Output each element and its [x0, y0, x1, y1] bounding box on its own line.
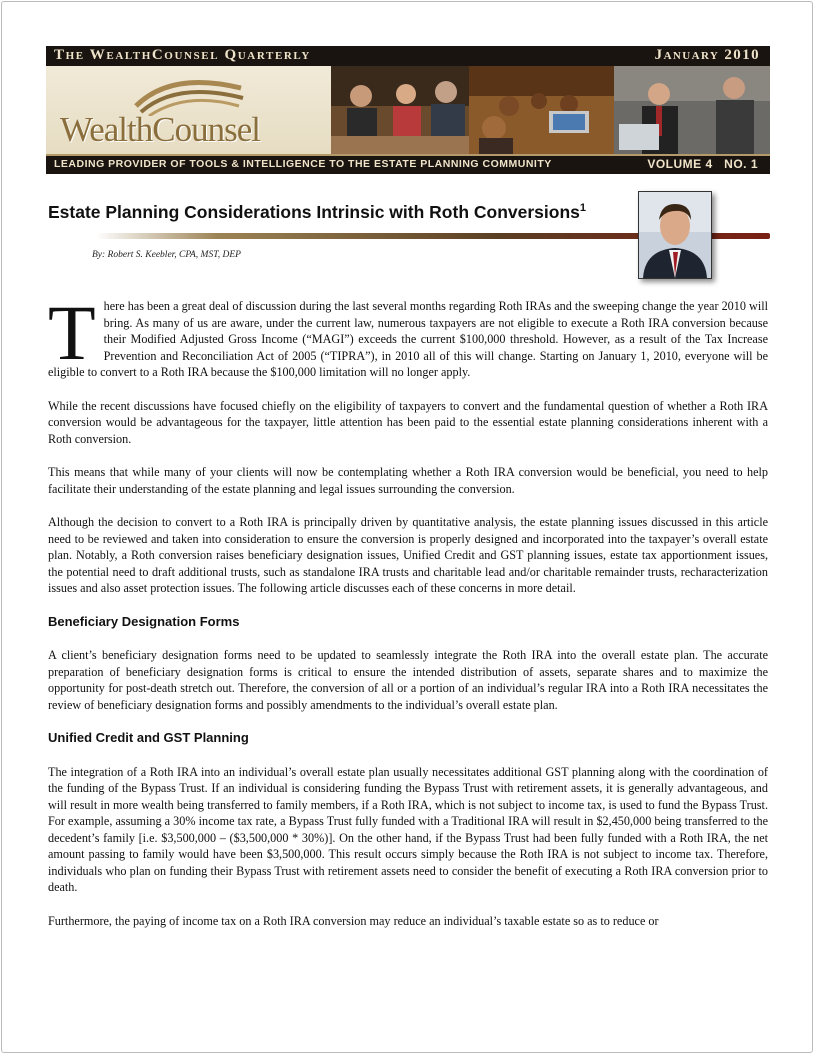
volume-number: VOLUME 4 NO. 1: [647, 157, 758, 171]
intro-paragraph-text: here has been a great deal of discussion during the last several months regarding Roth IRAs and the sweeping change the year 2010 will bring. As many of us are aware, under the current law, numerous taxpayers are not eligible to execute a Roth IRA conversion because their Modified Adjusted Gross Income (“MAGI”) exceeds the current $100,000 threshold. However, as a result of the Tax Increase Prevention and Reconciliation Act of 2005 (“TIPRA”), in 2010 all of this will change. Starting on January 1, 2010, everyone will be eligible to convert to a Roth IRA because the $100,000 limitation will no longer apply.: [48, 299, 768, 379]
office-photo: [614, 66, 770, 154]
author-photo: [638, 191, 712, 279]
footnote-marker: 1: [579, 202, 586, 215]
paragraph: This means that while many of your clients will now be contemplating whether a Roth IRA conversion would be beneficial, you need to help facilitate their understanding of the estate planning and legal issues surrounding the conversion.: [48, 465, 768, 496]
masthead: [46, 46, 770, 176]
tagline: LEADING PROVIDER OF TOOLS & INTELLIGENCE TO THE ESTATE PLANNING COMMUNITY: [54, 158, 552, 170]
issue-date: January 2010: [654, 47, 760, 63]
masthead-banner: [46, 66, 770, 154]
drop-cap: T: [48, 289, 96, 376]
meeting-photo: [331, 66, 469, 154]
paragraph: While the recent discussions have focused chiefly on the eligibility of taxpayers to convert and the fundamental question of whether a Roth IRA conversion would be advantageous for the taxpayer, little attention has been paid to the essential estate planning considerations inherent with a Roth conversion.: [48, 398, 768, 446]
article-title-text: Estate Planning Considerations Intrinsic with Roth Conversions: [48, 202, 580, 222]
masthead-bottom-bar: [46, 154, 770, 174]
section-heading-unified-credit: Unified Credit and GST Planning: [48, 730, 249, 745]
article-body: [48, 289, 768, 946]
paragraph: The integration of a Roth IRA into an individual’s overall estate plan usually necessitates additional GST planning along with the coordination of the funding of the Bypass Trust. If an individual is considering funding the Bypass Trust with retirement assets, it is generally advantageous, and will result in more wealth being transferred to family members, if a Roth IRA, which is not subject to income tax, is used to fund the Bypass Trust. For example, assuming a 30% income tax rate, a Bypass Trust fully funded with a Traditional IRA will result in $2,450,000 being transferred to the decedent’s family [i.e. $3,500,000 – ($3,500,000 * 30%)]. On the other hand, if the Bypass Trust had been fully funded with a Roth IRA, the net amount passing to family would have been $3,500,000. This result occurs simply because the Roth IRA is not subject to income tax. Therefore, individuals who plan on funding their Bypass Trust with retirement assets need to consider the benefit of executing a Roth IRA conversion prior to death.: [48, 764, 768, 894]
paragraph: Although the decision to convert to a Roth IRA is principally driven by quantitative analysis, the estate planning issues discussed in this article need to be reviewed and taken into consideration to ensure the conversion is properly designed and incorporated into the taxpayer’s overall estate plan. Notably, a Roth conversion raises beneficiary designation issues, Unified Credit and GST planning issues, estate tax apportionment issues, the potential need to draft additional trusts, such as standalone IRA trusts and charitable lead and/or charitable remainder trusts, recharacterization issues and also asset protection issues. The following article discusses each of these concerns in more detail.: [48, 515, 768, 595]
paragraph: A client’s beneficiary designation forms need to be updated to seamlessly integrate the Roth IRA into the overall estate plan. The accurate preparation of beneficiary designation forms is critical to ensure the intended distribution of assets, separate shares and to maximize the opportunity for post-death stretch out. Therefore, the conversion of all or a portion of an individual’s regular IRA into a Roth IRA necessitates the review of beneficiary designation forms and possibly amendments to the individual’s overall estate plan.: [48, 648, 768, 712]
paragraph: Furthermore, the paying of income tax on a Roth IRA conversion may reduce an individual’s taxable estate so as to reduce or: [48, 913, 659, 928]
seminar-photo: [469, 66, 614, 154]
intro-paragraph: [48, 289, 768, 381]
byline: By: Robert S. Keebler, CPA, MST, DEP: [92, 250, 241, 260]
newsletter-title: The WealthCounsel Quarterly: [54, 47, 311, 63]
masthead-top-bar: [46, 46, 770, 66]
wealthcounsel-logo: WealthCounsel: [60, 110, 260, 149]
section-heading-beneficiary: Beneficiary Designation Forms: [48, 613, 240, 629]
article-title: [48, 202, 586, 223]
logo-area: [46, 66, 331, 154]
